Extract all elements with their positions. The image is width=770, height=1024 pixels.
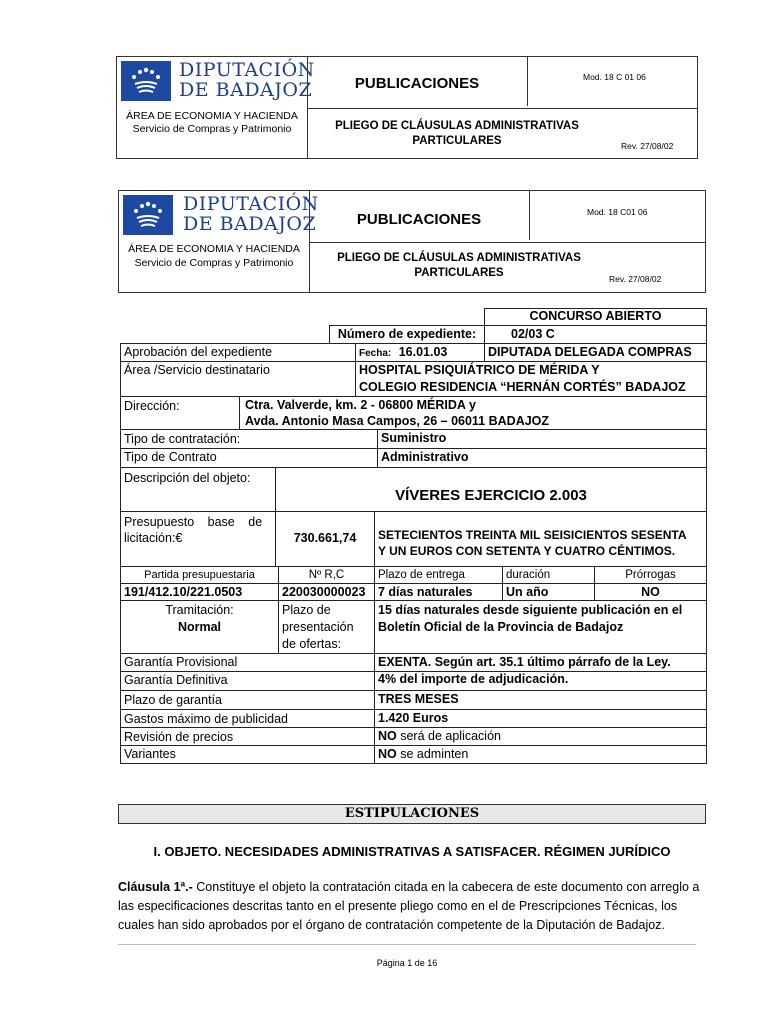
presupuesto-amount: 730.661,74 bbox=[293, 531, 357, 545]
expediente-value: 02/03 C bbox=[511, 327, 555, 341]
diputacion-logo bbox=[121, 61, 171, 101]
document-header-repeat bbox=[118, 190, 706, 293]
service-text: Servicio de Compras y Patrimonio bbox=[132, 123, 292, 135]
tipo-contratacion-value: Suministro bbox=[381, 431, 447, 445]
logo-text-line1: DIPUTACIÓN bbox=[183, 193, 319, 215]
aprobacion-label: Aprobación del expediente bbox=[124, 345, 273, 359]
clausula-line3: cuales han sido aprobados por el órgano de contratación competente de la Diputación de Badajoz. bbox=[118, 918, 665, 932]
gastos-label: Gastos máximo de publicidad bbox=[124, 712, 288, 726]
variantes-value-rest: se adminten bbox=[396, 747, 469, 761]
presupuesto-label-line1: Presupuesto base de bbox=[124, 515, 263, 529]
tipo-contrato-value: Administrativo bbox=[381, 450, 469, 464]
revision-date: Rev. 27/08/02 bbox=[609, 274, 662, 284]
logo-text-line1: DIPUTACIÓN bbox=[179, 59, 315, 81]
revision-value-rest: será de aplicación bbox=[396, 729, 501, 743]
plazo-value: 7 días naturales bbox=[378, 585, 473, 599]
presupuesto-words-line2: Y UN EUROS CON SETENTA Y CUATRO CÉNTIMOS. bbox=[378, 544, 676, 558]
concurso-type: CONCURSO ABIERTO bbox=[529, 309, 662, 323]
plazo-label: Plazo de entrega bbox=[378, 569, 465, 581]
fecha-value: 16.01.03 bbox=[398, 345, 448, 359]
presentacion-label-line2: presentación bbox=[282, 620, 354, 634]
garantia-provisional-value: EXENTA. Según art. 35.1 último párrafo de la Ley. bbox=[378, 655, 671, 669]
pliego-title-line1: PLIEGO DE CLÁUSULAS ADMINISTRATIVAS bbox=[337, 252, 581, 264]
area-label: Área /Servicio destinatario bbox=[124, 363, 270, 377]
variantes-value bbox=[375, 746, 471, 763]
prorrogas-label: Prórrogas bbox=[625, 569, 676, 581]
presupuesto-words-line1: SETECIENTOS TREINTA MIL SEISICIENTOS SESENTA bbox=[378, 528, 687, 542]
section-title: I. OBJETO. NECESIDADES ADMINISTRATIVAS A SATISFACER. RÉGIMEN JURÍDICO bbox=[153, 844, 671, 859]
presentacion-value-line2: Boletín Oficial de la Provincia de Badajoz bbox=[378, 620, 624, 634]
footer-page-number: Página 1 de 16 bbox=[376, 958, 438, 968]
mod-code: Mod. 18 C 01 06 bbox=[583, 72, 646, 82]
plazo-garantia-value: TRES MESES bbox=[378, 692, 459, 706]
logo-text-line2: DE BADAJOZ bbox=[179, 79, 313, 101]
garantia-provisional-label: Garantía Provisional bbox=[124, 655, 238, 669]
variantes-label: Variantes bbox=[124, 747, 176, 761]
presentacion-label-line3: de ofertas: bbox=[282, 637, 342, 651]
rc-label: Nº R,C bbox=[308, 569, 345, 581]
direccion-value-line2: Avda. Antonio Masa Campos, 26 – 06011 BADAJOZ bbox=[245, 414, 550, 428]
partida-value: 191/412.10/221.0503 bbox=[124, 585, 243, 599]
pliego-title-line1: PLIEGO DE CLÁUSULAS ADMINISTRATIVAS bbox=[335, 120, 579, 132]
rc-value: 220030000023 bbox=[282, 585, 366, 599]
revision-label: Revisión de precios bbox=[124, 730, 234, 744]
garantia-definitiva-label: Garantía Definitiva bbox=[124, 673, 228, 687]
fecha-label: Fecha: bbox=[359, 348, 392, 359]
tipo-contratacion-label: Tipo de contratación: bbox=[124, 432, 241, 446]
duracion-value: Un año bbox=[506, 585, 549, 599]
clausula-line1: Constituye el objeto la contratación citada en la cabecera de este documento con arreglo a bbox=[192, 880, 700, 894]
clausula-paragraph bbox=[118, 878, 708, 935]
area-text: ÁREA DE ECONOMIA Y HACIENDA bbox=[128, 243, 300, 255]
clausula-line2: las especificaciones descritas tanto en el presente pliego como en el de Prescripciones Técnicas, los bbox=[118, 899, 678, 913]
tramitacion-label: Tramitación: bbox=[165, 603, 234, 617]
area-text: ÁREA DE ECONOMIA Y HACIENDA bbox=[126, 110, 298, 122]
mod-code: Mod. 18 C01 06 bbox=[587, 207, 648, 217]
publicaciones-title: PUBLICACIONES bbox=[354, 75, 480, 92]
descripcion-value: VÍVERES EJERCICIO 2.003 bbox=[395, 487, 587, 504]
service-text: Servicio de Compras y Patrimonio bbox=[134, 257, 294, 269]
area-value-line2: COLEGIO RESIDENCIA “HERNÁN CORTÉS” BADAJOZ bbox=[359, 380, 686, 394]
variantes-value-bold: NO bbox=[378, 747, 397, 761]
pliego-title-line2: PARTICULARES bbox=[412, 135, 502, 147]
expediente-label: Número de expediente: bbox=[337, 327, 477, 341]
estipulaciones-heading bbox=[118, 804, 706, 824]
direccion-value-line1: Ctra. Valverde, km. 2 - 06800 MÉRIDA y bbox=[245, 398, 476, 412]
revision-value bbox=[375, 728, 504, 745]
presentacion-label-line1: Plazo de bbox=[282, 603, 331, 617]
aprobacion-by: DIPUTADA DELEGADA COMPRAS bbox=[488, 345, 692, 359]
garantia-definitiva-value: 4% del importe de adjudicación. bbox=[378, 672, 569, 686]
pliego-title-line2: PARTICULARES bbox=[414, 267, 504, 279]
logo-text-line2: DE BADAJOZ bbox=[183, 213, 317, 235]
revision-value-bold: NO bbox=[378, 729, 397, 743]
footer-divider bbox=[118, 944, 696, 945]
partida-label: Partida presupuestaria bbox=[144, 569, 255, 581]
clausula-label: Cláusula 1ª.- bbox=[118, 880, 193, 894]
presentacion-value-line1: 15 días naturales desde siguiente publicación en el bbox=[378, 603, 683, 617]
tramitacion-value: Normal bbox=[177, 620, 222, 634]
estipulaciones-text: ESTIPULACIONES bbox=[344, 806, 480, 821]
area-value-line1: HOSPITAL PSIQUIÁTRICO DE MÉRIDA Y bbox=[359, 363, 600, 377]
duracion-label: duración bbox=[506, 569, 551, 581]
prorrogas-value: NO bbox=[641, 585, 660, 599]
revision-date: Rev. 27/08/02 bbox=[621, 141, 674, 151]
fecha-row bbox=[356, 344, 484, 362]
descripcion-label: Descripción del objeto: bbox=[124, 471, 251, 485]
tipo-contrato-label: Tipo de Contrato bbox=[124, 450, 217, 464]
publicaciones-title: PUBLICACIONES bbox=[356, 211, 482, 228]
presupuesto-label-line2: licitación:€ bbox=[124, 531, 183, 545]
gastos-value: 1.420 Euros bbox=[378, 711, 449, 725]
direccion-label: Dirección: bbox=[124, 399, 180, 413]
plazo-garantia-label: Plazo de garantía bbox=[124, 693, 222, 707]
diputacion-logo bbox=[123, 195, 173, 235]
document-header bbox=[116, 56, 698, 159]
